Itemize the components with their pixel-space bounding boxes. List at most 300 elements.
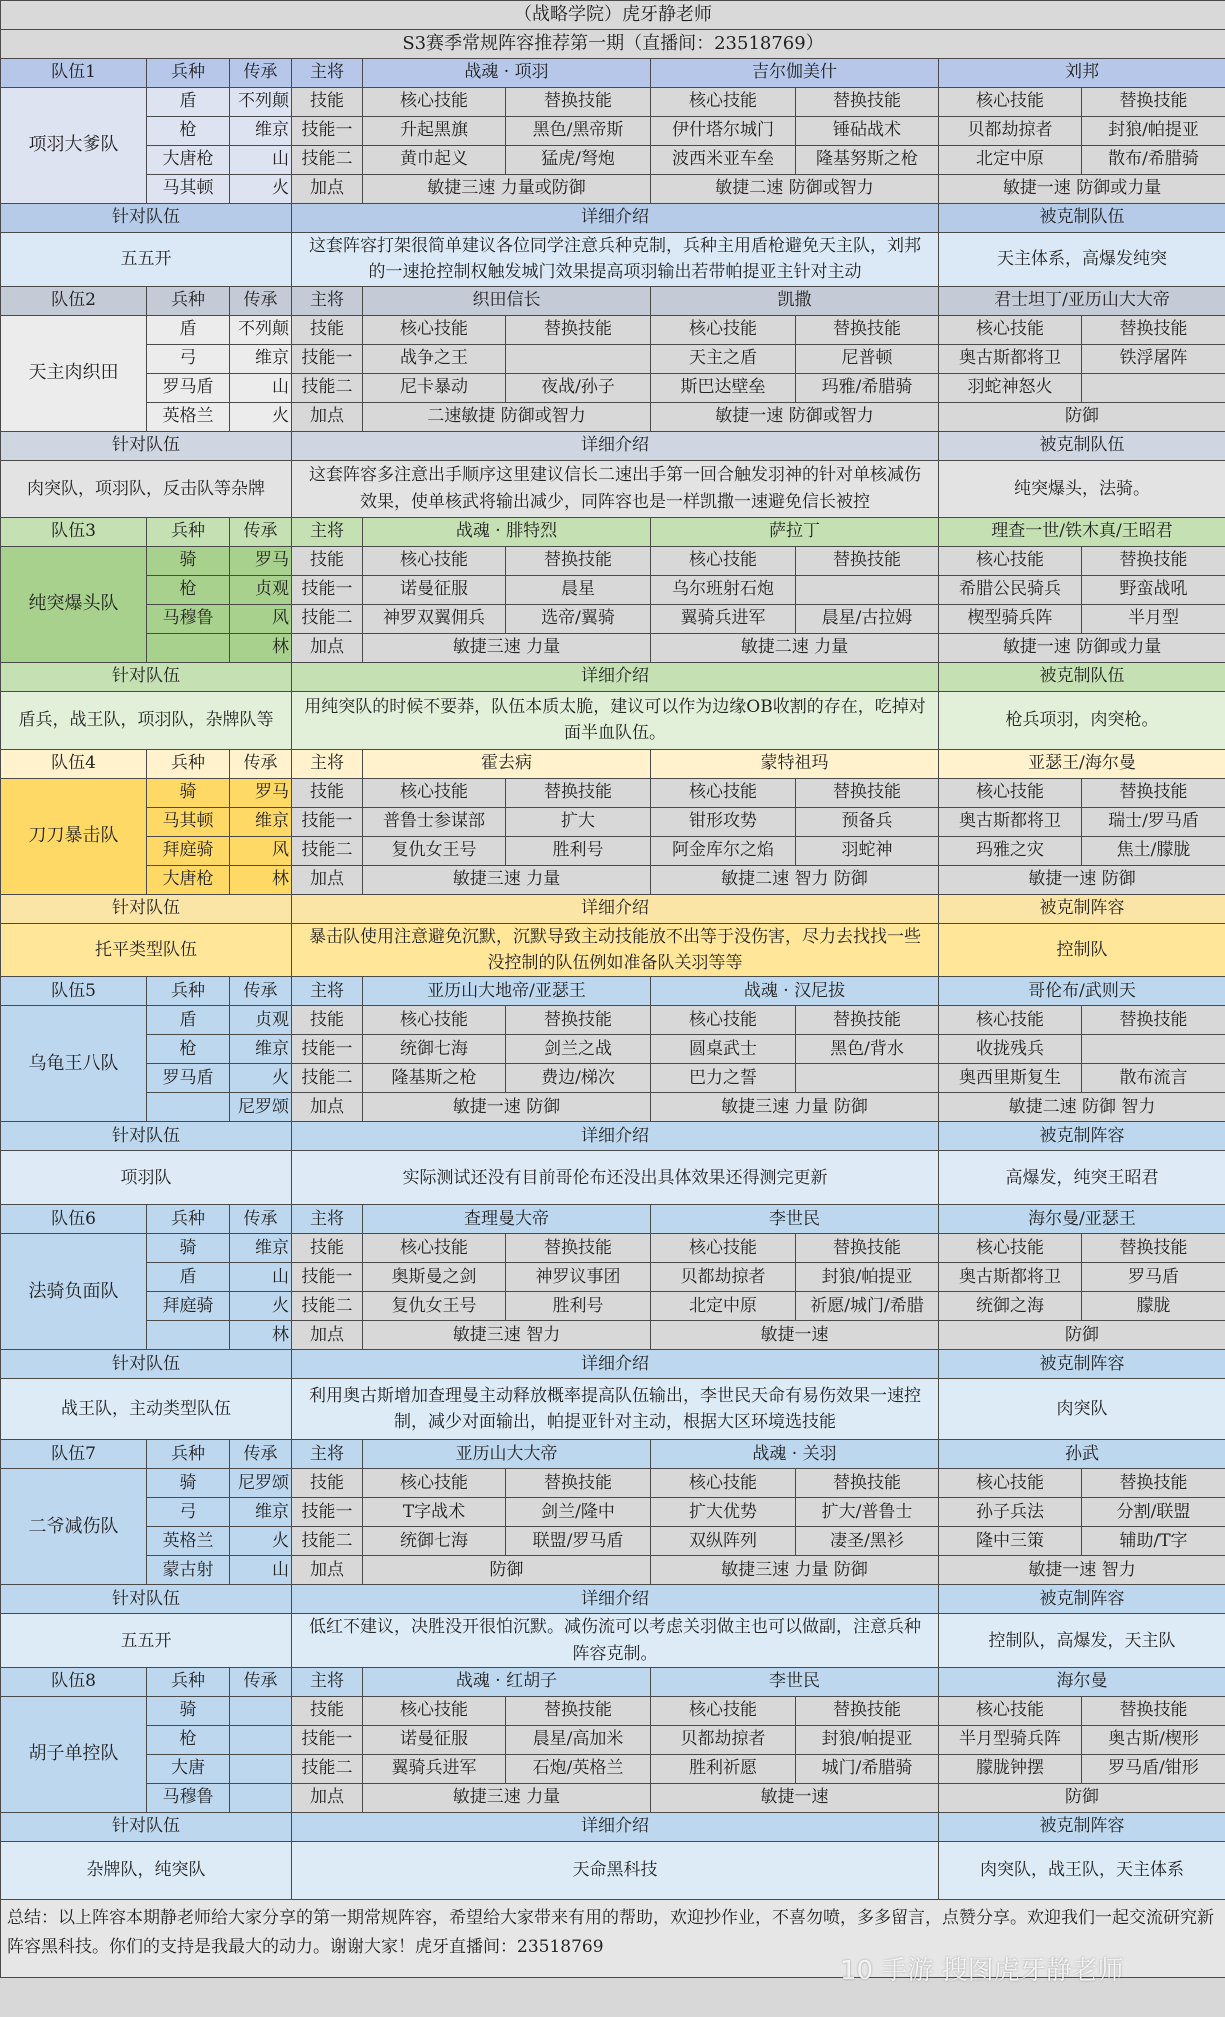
row-label: 加点 [292, 1321, 363, 1350]
core-skill-header: 核心技能 [939, 546, 1082, 575]
table-row [1, 517, 1225, 546]
team-description: 天命黑科技 [292, 1842, 939, 1900]
core-skill: 希腊公民骑兵 [939, 575, 1082, 604]
page-subtitle: S3赛季常规阵容推荐第一期（直播间：23518769） [1, 30, 1225, 59]
alt-skill: 剑兰/隆中 [506, 1498, 651, 1527]
header-unit: 兵种 [147, 59, 230, 88]
header-unit: 兵种 [147, 286, 230, 315]
counter-label: 被克制队伍 [939, 431, 1225, 460]
general-3: 海尔曼/亚瑟王 [939, 1205, 1225, 1234]
counter-teams: 控制队 [939, 923, 1225, 977]
team-description: 这套阵容多注意出手顺序这里建议信长二速出手第一回合触发羽神的针对单核减伤效果，使单核武将输出减少，同阵容也是一样凯撒一速避免信长被控 [292, 460, 939, 517]
alt-skill: 封狼/帕提亚 [796, 1263, 939, 1292]
attribute-points: 敏捷三速 力量 防御 [651, 1556, 939, 1585]
core-skill-header: 核心技能 [651, 778, 796, 807]
alt-skill [1082, 373, 1225, 402]
general-2: 李世民 [651, 1205, 939, 1234]
attribute-points: 敏捷二速 力量 [651, 633, 939, 662]
table-row [1, 146, 1225, 175]
table-row [1, 1556, 1225, 1585]
alt-skill: 朦胧 [1082, 1292, 1225, 1321]
team-description: 用纯突队的时候不要莽，队伍本质太脆，建议可以作为边缘OB收割的存在，吃掉对面半血队伍。 [292, 691, 939, 749]
watermark: 10 手游 搜图虎牙静老师 [840, 1956, 1124, 1986]
core-skill-header: 核心技能 [363, 1697, 506, 1726]
alt-skill: 祈愿/城门/希腊 [796, 1292, 939, 1321]
core-skill-header: 核心技能 [939, 88, 1082, 117]
general-3: 君士坦丁/亚历山大大帝 [939, 286, 1225, 315]
unit-heritage: 尼罗颂 [230, 1469, 292, 1498]
header-unit: 兵种 [147, 1440, 230, 1469]
row-label: 技能二 [292, 1527, 363, 1556]
unit-heritage: 火 [230, 1292, 292, 1321]
table-row [1, 286, 1225, 315]
table-row [1, 1205, 1225, 1234]
alt-skill-header: 替换技能 [506, 88, 651, 117]
team-description: 这套阵容打架很简单建议各位同学注意兵种克制，兵种主用盾枪避免天主队，刘邦的一速抢控制权触发城门效果提高项羽输出若带帕提亚主针对主动 [292, 233, 939, 287]
core-skill: 普鲁士参谋部 [363, 807, 506, 836]
general-1: 战魂 · 腓特烈 [363, 517, 651, 546]
table-row [1, 59, 1225, 88]
core-skill: 神罗双翼佣兵 [363, 604, 506, 633]
team-name: 纯突爆头队 [1, 546, 147, 662]
alt-skill: 黑色/黑帝斯 [506, 117, 651, 146]
core-skill: 收拢残兵 [939, 1035, 1082, 1064]
alt-skill-header: 替换技能 [1082, 1469, 1225, 1498]
team-number: 队伍3 [1, 517, 147, 546]
general-1: 亚历山大大帝 [363, 1440, 651, 1469]
row-label: 加点 [292, 1093, 363, 1122]
core-skill: 北定中原 [651, 1292, 796, 1321]
attribute-points: 敏捷三速 力量 防御 [651, 1093, 939, 1122]
detail-label: 详细介绍 [292, 894, 939, 923]
alt-skill: 分割/联盟 [1082, 1498, 1225, 1527]
alt-skill: 胜利号 [506, 1292, 651, 1321]
header-heritage: 传承 [230, 517, 292, 546]
target-label: 针对队伍 [1, 662, 292, 691]
team-number: 队伍6 [1, 1205, 147, 1234]
team-number: 队伍2 [1, 286, 147, 315]
header-heritage: 传承 [230, 1440, 292, 1469]
unit-heritage: 风 [230, 604, 292, 633]
target-label: 针对队伍 [1, 431, 292, 460]
alt-skill-header: 替换技能 [1082, 1697, 1225, 1726]
table-row [1, 1726, 1225, 1755]
team-name: 法骑负面队 [1, 1234, 147, 1350]
unit-heritage: 林 [230, 1321, 292, 1350]
unit-type: 骑 [147, 1697, 230, 1726]
unit-heritage: 火 [230, 1064, 292, 1093]
core-skill-header: 核心技能 [363, 1006, 506, 1035]
alt-skill-header: 替换技能 [796, 546, 939, 575]
core-skill: 楔型骑兵阵 [939, 604, 1082, 633]
team-name: 二爷减伤队 [1, 1469, 147, 1585]
alt-skill-header: 替换技能 [796, 315, 939, 344]
table-row [1, 431, 1225, 460]
unit-heritage [230, 1784, 292, 1813]
core-skill: 奥古斯都将卫 [939, 807, 1082, 836]
team-name: 刀刀暴击队 [1, 778, 147, 894]
core-skill-header: 核心技能 [939, 1234, 1082, 1263]
core-skill-header: 核心技能 [939, 1006, 1082, 1035]
alt-skill: 尼普顿 [796, 344, 939, 373]
table-row [1, 865, 1225, 894]
unit-heritage: 贞观 [230, 575, 292, 604]
core-skill-header: 核心技能 [651, 1234, 796, 1263]
unit-type [147, 633, 230, 662]
table-row [1, 88, 1225, 117]
table-row [1, 1006, 1225, 1035]
team-description: 利用奥古斯增加查理曼主动释放概率提高队伍输出，李世民天命有易伤效果一速控制，减少对面输出，帕提亚针对主动，根据大区环境选技能 [292, 1379, 939, 1440]
core-skill: 黄巾起义 [363, 146, 506, 175]
core-skill: 翼骑兵进军 [651, 604, 796, 633]
unit-heritage: 维京 [230, 344, 292, 373]
unit-type: 马其顿 [147, 807, 230, 836]
target-teams: 肉突队，项羽队，反击队等杂牌 [1, 460, 292, 517]
row-label: 技能一 [292, 1035, 363, 1064]
core-skill: 奥古斯都将卫 [939, 344, 1082, 373]
core-skill-header: 核心技能 [939, 1697, 1082, 1726]
core-skill-header: 核心技能 [363, 1469, 506, 1498]
counter-teams: 高爆发，纯突王昭君 [939, 1151, 1225, 1205]
table-row [1, 1035, 1225, 1064]
unit-type: 蒙古射 [147, 1556, 230, 1585]
table-row [1, 749, 1225, 778]
table-row [1, 691, 1225, 749]
table-row [1, 894, 1225, 923]
table-row [1, 1842, 1225, 1900]
unit-heritage: 维京 [230, 1035, 292, 1064]
counter-label: 被克制队伍 [939, 204, 1225, 233]
table-row [1, 117, 1225, 146]
target-teams: 托平类型队伍 [1, 923, 292, 977]
row-label: 技能二 [292, 373, 363, 402]
detail-label: 详细介绍 [292, 1350, 939, 1379]
row-label: 技能二 [292, 1064, 363, 1093]
general-3: 孙武 [939, 1440, 1225, 1469]
counter-teams: 天主体系，高爆发纯突 [939, 233, 1225, 287]
general-1: 织田信长 [363, 286, 651, 315]
counter-teams: 肉突队，战王队，天主体系 [939, 1842, 1225, 1900]
header-general: 主将 [292, 1205, 363, 1234]
unit-heritage: 维京 [230, 1498, 292, 1527]
unit-type: 骑 [147, 546, 230, 575]
alt-skill-header: 替换技能 [1082, 778, 1225, 807]
core-skill: 隆中三策 [939, 1527, 1082, 1556]
table-row [1, 1064, 1225, 1093]
table-row [1, 575, 1225, 604]
core-skill: 隆基斯之枪 [363, 1064, 506, 1093]
alt-skill: 石炮/英格兰 [506, 1755, 651, 1784]
row-label: 加点 [292, 865, 363, 894]
core-skill: 双纵阵列 [651, 1527, 796, 1556]
detail-label: 详细介绍 [292, 1585, 939, 1614]
counter-teams: 枪兵项羽，肉突枪。 [939, 691, 1225, 749]
header-general: 主将 [292, 749, 363, 778]
alt-skill-header: 替换技能 [796, 1697, 939, 1726]
core-skill-header: 核心技能 [651, 546, 796, 575]
attribute-points: 敏捷三速 力量 [363, 633, 651, 662]
unit-heritage [230, 1755, 292, 1784]
core-skill: 阿金库尔之焰 [651, 836, 796, 865]
core-skill: 升起黑旗 [363, 117, 506, 146]
core-skill: 乌尔班射石炮 [651, 575, 796, 604]
alt-skill-header: 替换技能 [506, 546, 651, 575]
alt-skill-header: 替换技能 [796, 88, 939, 117]
target-label: 针对队伍 [1, 894, 292, 923]
table-row [1, 373, 1225, 402]
row-label: 技能二 [292, 1292, 363, 1321]
general-2: 凯撒 [651, 286, 939, 315]
alt-skill: 神罗议事团 [506, 1263, 651, 1292]
unit-type: 拜庭骑 [147, 836, 230, 865]
attribute-points: 敏捷一速 [651, 1784, 939, 1813]
core-skill: 羽蛇神怒火 [939, 373, 1082, 402]
attribute-points: 敏捷一速 防御 [939, 865, 1225, 894]
table-row [1, 1755, 1225, 1784]
table-row [1, 204, 1225, 233]
core-skill-header: 核心技能 [939, 315, 1082, 344]
detail-label: 详细介绍 [292, 431, 939, 460]
attribute-points: 敏捷三速 力量 [363, 865, 651, 894]
core-skill-header: 核心技能 [939, 778, 1082, 807]
unit-type: 骑 [147, 1234, 230, 1263]
header-general: 主将 [292, 59, 363, 88]
core-skill: 诺曼征服 [363, 575, 506, 604]
team-number: 队伍5 [1, 977, 147, 1006]
alt-skill: 猛虎/弩炮 [506, 146, 651, 175]
core-skill-header: 核心技能 [651, 1469, 796, 1498]
alt-skill-header: 替换技能 [1082, 1006, 1225, 1035]
core-skill-header: 核心技能 [363, 778, 506, 807]
counter-label: 被克制阵容 [939, 1585, 1225, 1614]
unit-heritage: 火 [230, 402, 292, 431]
header-unit: 兵种 [147, 1205, 230, 1234]
team-name: 胡子单控队 [1, 1697, 147, 1813]
alt-skill: 剑兰之战 [506, 1035, 651, 1064]
header-general: 主将 [292, 1668, 363, 1697]
target-label: 针对队伍 [1, 1350, 292, 1379]
row-label: 技能 [292, 778, 363, 807]
unit-type: 大唐枪 [147, 865, 230, 894]
alt-skill: 玛雅/希腊骑 [796, 373, 939, 402]
table-row [1, 1697, 1225, 1726]
core-skill: 贝都劫掠者 [939, 117, 1082, 146]
core-skill: 贝都劫掠者 [651, 1263, 796, 1292]
unit-heritage: 林 [230, 633, 292, 662]
table-row [1, 633, 1225, 662]
attribute-points: 二速敏捷 防御或智力 [363, 402, 651, 431]
unit-type: 罗马盾 [147, 373, 230, 402]
unit-heritage: 山 [230, 1556, 292, 1585]
target-teams: 五五开 [1, 1614, 292, 1668]
alt-skill-header: 替换技能 [796, 1006, 939, 1035]
core-skill: 奥西里斯复生 [939, 1064, 1082, 1093]
alt-skill: 夜战/孙子 [506, 373, 651, 402]
header-general: 主将 [292, 977, 363, 1006]
unit-type: 英格兰 [147, 1527, 230, 1556]
unit-heritage: 火 [230, 175, 292, 204]
unit-type: 马穆鲁 [147, 604, 230, 633]
alt-skill: 铁浮屠阵 [1082, 344, 1225, 373]
table-row [1, 1813, 1225, 1842]
attribute-points: 敏捷一速 智力 [939, 1556, 1225, 1585]
alt-skill: 奥古斯/楔形 [1082, 1726, 1225, 1755]
detail-label: 详细介绍 [292, 662, 939, 691]
alt-skill: 扩大/普鲁士 [796, 1498, 939, 1527]
general-2: 萨拉丁 [651, 517, 939, 546]
team-number: 队伍4 [1, 749, 147, 778]
attribute-points: 敏捷三速 力量或防御 [363, 175, 651, 204]
alt-skill: 野蛮战吼 [1082, 575, 1225, 604]
table-row [1, 662, 1225, 691]
alt-skill: 焦土/朦胧 [1082, 836, 1225, 865]
unit-heritage: 风 [230, 836, 292, 865]
team-name: 乌龟王八队 [1, 1006, 147, 1122]
core-skill: 复仇女王号 [363, 836, 506, 865]
target-label: 针对队伍 [1, 204, 292, 233]
counter-teams: 肉突队 [939, 1379, 1225, 1440]
row-label: 技能一 [292, 807, 363, 836]
counter-teams: 控制队，高爆发，天主队 [939, 1614, 1225, 1668]
alt-skill-header: 替换技能 [796, 778, 939, 807]
unit-type: 大唐 [147, 1755, 230, 1784]
core-skill: 战争之王 [363, 344, 506, 373]
row-label: 技能 [292, 1234, 363, 1263]
core-skill: 统御之海 [939, 1292, 1082, 1321]
alt-skill: 羽蛇神 [796, 836, 939, 865]
table-row [1, 402, 1225, 431]
team-name: 项羽大爹队 [1, 88, 147, 204]
alt-skill: 辅助/T字 [1082, 1527, 1225, 1556]
counter-label: 被克制阵容 [939, 894, 1225, 923]
unit-type: 马其顿 [147, 175, 230, 204]
table-row [1, 1093, 1225, 1122]
table-row [1, 1263, 1225, 1292]
team-number: 队伍1 [1, 59, 147, 88]
header-heritage: 传承 [230, 749, 292, 778]
row-label: 技能二 [292, 1755, 363, 1784]
table-row [1, 604, 1225, 633]
attribute-points: 敏捷一速 防御或力量 [939, 175, 1225, 204]
unit-type: 英格兰 [147, 402, 230, 431]
target-teams: 盾兵，战王队，项羽队，杂牌队等 [1, 691, 292, 749]
alt-skill: 联盟/罗马盾 [506, 1527, 651, 1556]
attribute-points: 敏捷二速 防御 智力 [939, 1093, 1225, 1122]
team-description: 暴击队使用注意避免沉默，沉默导致主动技能放不出等于没伤害，尽力去找找一些没控制的队伍例如准备队关羽等等 [292, 923, 939, 977]
core-skill: 圆桌武士 [651, 1035, 796, 1064]
attribute-points: 防御 [363, 1556, 651, 1585]
row-label: 技能一 [292, 1726, 363, 1755]
attribute-points: 敏捷二速 防御或智力 [651, 175, 939, 204]
unit-type: 盾 [147, 1006, 230, 1035]
unit-type: 盾 [147, 315, 230, 344]
attribute-points: 敏捷一速 [651, 1321, 939, 1350]
alt-skill: 扩大 [506, 807, 651, 836]
row-label: 技能 [292, 546, 363, 575]
header-heritage: 传承 [230, 977, 292, 1006]
table-row [1, 175, 1225, 204]
table-row [1, 1900, 1225, 1978]
attribute-points: 敏捷一速 防御 [363, 1093, 651, 1122]
general-1: 查理曼大帝 [363, 1205, 651, 1234]
unit-heritage [230, 1697, 292, 1726]
unit-type: 拜庭骑 [147, 1292, 230, 1321]
target-teams: 五五开 [1, 233, 292, 287]
header-general: 主将 [292, 517, 363, 546]
core-skill: 半月型骑兵阵 [939, 1726, 1082, 1755]
unit-heritage: 维京 [230, 117, 292, 146]
row-label: 技能一 [292, 117, 363, 146]
alt-skill: 隆基努斯之枪 [796, 146, 939, 175]
unit-type [147, 1093, 230, 1122]
alt-skill-header: 替换技能 [796, 1469, 939, 1498]
alt-skill: 晨星/高加米 [506, 1726, 651, 1755]
alt-skill [796, 575, 939, 604]
table-row [1, 1784, 1225, 1813]
unit-type: 大唐枪 [147, 146, 230, 175]
alt-skill: 晨星 [506, 575, 651, 604]
team-description: 低红不建议，决胜没开很怕沉默。减伤流可以考虑关羽做主也可以做副，注意兵种阵容克制。 [292, 1614, 939, 1668]
summary-footer: 总结：以上阵容本期静老师给大家分享的第一期常规阵容，希望给大家带来有用的帮助，欢迎抄作业，不喜勿喷，多多留言，点赞分享。欢迎我们一起交流研究新阵容黑科技。你们的支持是我最大的动力。谢谢大家！虎牙直播间：23518769 [1, 1900, 1225, 1978]
header-general: 主将 [292, 1440, 363, 1469]
attribute-points: 敏捷二速 智力 防御 [651, 865, 939, 894]
header-unit: 兵种 [147, 517, 230, 546]
core-skill: 朦胧钟摆 [939, 1755, 1082, 1784]
alt-skill: 罗马盾/钳形 [1082, 1755, 1225, 1784]
general-2: 战魂 · 关羽 [651, 1440, 939, 1469]
table-row [1, 1440, 1225, 1469]
table-row [1, 1321, 1225, 1350]
unit-heritage: 山 [230, 146, 292, 175]
table-row [1, 1527, 1225, 1556]
alt-skill [506, 344, 651, 373]
core-skill: 伊什塔尔城门 [651, 117, 796, 146]
unit-type: 枪 [147, 1035, 230, 1064]
unit-type: 枪 [147, 1726, 230, 1755]
alt-skill: 半月型 [1082, 604, 1225, 633]
core-skill-header: 核心技能 [651, 315, 796, 344]
core-skill: 复仇女王号 [363, 1292, 506, 1321]
row-label: 技能一 [292, 1498, 363, 1527]
counter-label: 被克制阵容 [939, 1350, 1225, 1379]
table-row [1, 344, 1225, 373]
row-label: 技能二 [292, 836, 363, 865]
attribute-points: 防御 [939, 1321, 1225, 1350]
table-row [1, 315, 1225, 344]
core-skill-header: 核心技能 [939, 1469, 1082, 1498]
table-row [1, 778, 1225, 807]
core-skill: 奥古斯都将卫 [939, 1263, 1082, 1292]
alt-skill: 预备兵 [796, 807, 939, 836]
unit-type: 弓 [147, 344, 230, 373]
general-3: 刘邦 [939, 59, 1225, 88]
alt-skill: 费边/梯次 [506, 1064, 651, 1093]
unit-heritage [230, 1726, 292, 1755]
team-name: 天主肉织田 [1, 315, 147, 431]
table-row [1, 1234, 1225, 1263]
alt-skill: 黑色/背水 [796, 1035, 939, 1064]
general-2: 蒙特祖玛 [651, 749, 939, 778]
table-row [1, 923, 1225, 977]
general-1: 霍去病 [363, 749, 651, 778]
header-unit: 兵种 [147, 749, 230, 778]
attribute-points: 防御 [939, 1784, 1225, 1813]
header-heritage: 传承 [230, 1668, 292, 1697]
unit-type: 盾 [147, 1263, 230, 1292]
core-skill: 奥斯曼之剑 [363, 1263, 506, 1292]
table-row [1, 460, 1225, 517]
core-skill-header: 核心技能 [651, 1006, 796, 1035]
